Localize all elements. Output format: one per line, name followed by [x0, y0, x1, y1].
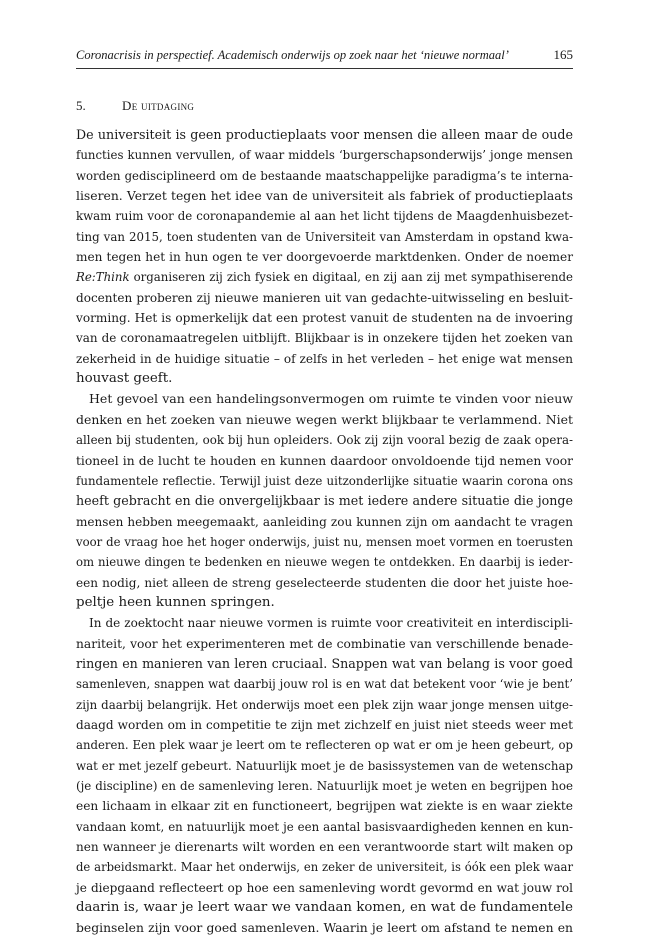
text-line: [76, 654, 573, 674]
text-line: [76, 593, 573, 613]
line-text: men tegen het in hun ogen te ver doorgevoerde marktdenken. Onder de noemer: [76, 250, 573, 265]
text-line: [76, 817, 573, 837]
text-line: [76, 695, 573, 715]
line-text: een lichaam in elkaar zit en functioneert, begrijpen wat ziekte is en waar ziekte: [76, 799, 573, 814]
line-text: mensen hebben meegemaakt, aanleiding zou kunnen zijn om aandacht te vragen: [76, 514, 573, 529]
text-line: [76, 512, 573, 532]
line-text: voor de vraag hoe het hoger onderwijs, juist nu, mensen moet vormen en toerusten: [76, 534, 573, 549]
line-text: In de zoektocht naar nieuwe vormen is ruimte voor creativiteit en interdiscipli-: [89, 616, 573, 631]
text-line: [76, 186, 573, 206]
text-line: [76, 410, 573, 430]
text-line: [76, 735, 573, 755]
line-text: houvast geeft.: [76, 371, 173, 387]
line-text: ting van 2015, toen studenten van de Universiteit van Amsterdam in opstand kwa-: [76, 229, 573, 244]
section-number: 5.: [76, 98, 86, 113]
text-line: [76, 857, 573, 877]
text-line: [76, 328, 573, 348]
line-text: heeft gebracht en die onvergelijkbaar is met iedere andere situatie die jonge: [76, 493, 573, 509]
text-line: [76, 613, 573, 633]
line-text: Het gevoel van een handelingsonvermogen om ruimte te vinden voor nieuw: [89, 391, 573, 407]
line-text: anderen. Een plek waar je leert om te reflecteren op wat er om je heen gebeurt, op: [76, 738, 573, 753]
text-line: [76, 227, 573, 247]
text-line: [76, 247, 573, 267]
text-line: [76, 471, 573, 491]
text-line: [76, 634, 573, 654]
running-header: [76, 46, 573, 69]
text-line: [76, 552, 573, 572]
line-text: organiseren zij zich fysiek en digitaal, en zij aan zij met sympathiserende: [129, 270, 573, 285]
line-text: samenleven, snappen wat daarbij jouw rol is en wat dat betekent voor ‘wie je bent’: [76, 677, 573, 692]
text-line: [76, 674, 573, 694]
text-line: [76, 837, 573, 857]
line-text: nen wanneer je dierenarts wilt worden en een verantwoorde start wilt maken op: [76, 840, 573, 855]
line-text: van de coronamaatregelen uitblijft. Blijkbaar is in onzekere tijden het zoeken van: [76, 331, 573, 346]
section-title: De uitdaging: [122, 98, 195, 113]
text-line: [76, 288, 573, 308]
text-line: [76, 430, 573, 450]
line-text: zekerheid in de huidige situatie – of zelfs in het verleden – het enige wat mensen: [76, 351, 573, 366]
line-text: docenten proberen zij nieuwe manieren uit van gedachte-uitwisseling en besluit-: [76, 290, 573, 305]
line-text: alleen bij studenten, ook bij hun opleiders. Ook zij zijn vooral bezig de zaak opera-: [76, 433, 573, 448]
line-text: de arbeidsmarkt. Maar het onderwijs, en zeker de universiteit, is óók een plek waar: [76, 860, 573, 875]
text-line: [76, 756, 573, 776]
text-line: [76, 267, 573, 287]
line-text: zijn daarbij belangrijk. Het onderwijs moet een plek zijn waar jonge mensen uitge-: [76, 697, 573, 712]
line-text: ringen en manieren van leren cruciaal. Snappen wat van belang is voor goed: [76, 655, 573, 671]
line-text: nariteit, voor het experimenteren met de combinatie van verschillende benade-: [76, 636, 573, 651]
line-text: liseren. Verzet tegen het idee van de universiteit als fabriek of productieplaats: [76, 188, 573, 204]
page-number: 165: [553, 47, 573, 62]
text-line: [76, 918, 573, 938]
line-text: daarin is, waar je leert waar we vandaan komen, en wat de fundamentele: [76, 900, 573, 916]
text-line: [76, 878, 573, 898]
line-text: vorming. Het is opmerkelijk dat een protest vanuit de studenten na de invoering: [76, 311, 573, 326]
text-line: [76, 125, 573, 145]
text-line: [76, 145, 573, 165]
text-line: [76, 389, 573, 409]
line-text: worden gedisciplineerd om de bestaande maatschappelijke paradigma’s te interna-: [76, 168, 573, 183]
text-line: [76, 491, 573, 511]
line-text: (je discipline) en de samenleving leren. Natuurlijk moet je weten en begrijpen hoe: [76, 779, 573, 793]
line-text: daagd worden om in competitie te zijn met zichzelf en juist niet steeds weer met: [76, 717, 573, 732]
line-text: peltje heen kunnen springen.: [76, 594, 275, 610]
line-text: een nodig, niet alleen de streng geselecteerde studenten die door het juiste hoe-: [76, 575, 573, 590]
text-line: [76, 715, 573, 735]
line-text: denken en het zoeken van nieuwe wegen werkt blijkbaar te verlammend. Niet: [76, 411, 573, 427]
section-heading: [76, 98, 194, 114]
text-line: [76, 532, 573, 552]
body-text: [76, 125, 573, 939]
text-line: [76, 206, 573, 226]
emphasis-text: Re:Think: [76, 270, 130, 285]
text-line: [76, 796, 573, 816]
text-line: [76, 451, 573, 471]
line-text: vandaan komt, en natuurlijk moet je een aantal basisvaardigheden kennen en kun-: [76, 819, 573, 834]
line-text: wat er met jezelf gebeurt. Natuurlijk moet je de basissystemen van de wetenschap: [76, 758, 573, 773]
line-text: om nieuwe dingen te bedenken en nieuwe wegen te ontdekken. En daarbij is ieder-: [76, 555, 573, 570]
running-title: Coronacrisis in perspectief. Academisch onderwijs op zoek naar het ‘nieuwe normaal’: [76, 48, 509, 62]
text-line: [76, 166, 573, 186]
text-line: [76, 573, 573, 593]
line-text: functies kunnen vervullen, of waar middels ‘burgerschapsonderwijs’ jonge mensen: [76, 148, 573, 163]
text-line: [76, 349, 573, 369]
line-text: fundamentele reflectie. Terwijl juist deze uitzonderlijke situatie waarin corona ons: [76, 473, 573, 488]
line-text: tioneel in de lucht te houden en kunnen daardoor onvoldoende tijd nemen voor: [76, 453, 573, 468]
line-text: De universiteit is geen productieplaats voor mensen die alleen maar de oude: [76, 127, 573, 142]
text-line: [76, 776, 573, 796]
line-text: je diepgaand reflecteert op hoe een samenleving wordt gevormd en wat jouw rol: [76, 880, 573, 895]
text-line: [76, 898, 573, 918]
text-line: [76, 369, 573, 389]
line-text: kwam ruim voor de coronapandemie al aan het licht tijdens de Maagdenhuisbezet-: [76, 209, 573, 224]
line-text: beginselen zijn voor goed samenleven. Waarin je leert om afstand te nemen en: [76, 921, 573, 936]
text-line: [76, 308, 573, 328]
